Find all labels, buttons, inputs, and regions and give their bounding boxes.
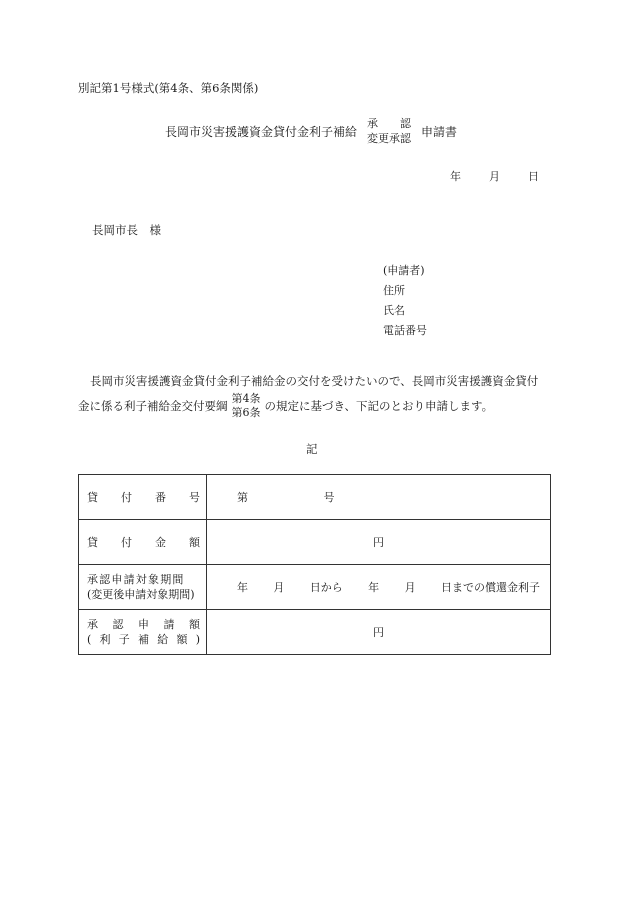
title-suffix: 申請書	[421, 124, 458, 139]
label-char: 貸	[87, 491, 98, 504]
date-year: 年	[450, 170, 461, 183]
period-month-end: 月	[404, 581, 416, 594]
addressee: 長岡市長 様	[92, 223, 161, 237]
application-statement	[78, 372, 558, 420]
date-month: 月	[489, 170, 500, 183]
approval-amount-unit: 円	[373, 626, 384, 639]
title-main: 長岡市災害援護資金貸付金利子補給	[165, 124, 358, 139]
period-day-end: 日までの償還金利子	[440, 581, 540, 594]
loan-number-field[interactable]	[207, 475, 551, 520]
form-title	[165, 114, 457, 148]
loan-amount-label	[79, 520, 207, 565]
applicant-block	[383, 261, 427, 341]
loan-amount-unit: 円	[373, 536, 384, 549]
period-day-start: 日から	[309, 581, 343, 594]
option-approval-char-2: 認	[400, 117, 412, 130]
label-char: 給	[157, 633, 169, 646]
article-4: 第4条	[231, 392, 261, 405]
label-char: 額	[176, 633, 188, 646]
address-label: 住所	[383, 284, 405, 297]
phone-label: 電話番号	[383, 324, 427, 337]
table-row	[79, 565, 551, 610]
label-char: 号	[189, 491, 200, 504]
applicant-heading: (申請者)	[383, 264, 425, 277]
label-char: 請	[163, 618, 175, 631]
label-char: 番	[155, 491, 166, 504]
date-day: 日	[528, 170, 539, 183]
option-approval-char-1: 承	[367, 117, 379, 130]
label-char: 認	[112, 618, 124, 631]
label-char: 利	[99, 633, 111, 646]
label-char: 子	[118, 633, 130, 646]
option-approval	[367, 116, 411, 131]
approval-amount-field[interactable]	[207, 610, 551, 655]
label-char: 貸	[87, 536, 98, 549]
form-id: 別記第1号様式(第4条、第6条関係)	[78, 81, 259, 95]
table-row	[79, 475, 551, 520]
label-char: 承	[87, 618, 98, 631]
label-char: 付	[121, 491, 132, 504]
loan-number-suffix: 号	[323, 491, 335, 504]
label-char: 額	[189, 536, 200, 549]
period-field[interactable]	[207, 565, 551, 610]
option-change-approval: 変更承認	[367, 132, 412, 145]
period-year-start: 年	[237, 581, 248, 594]
label-char: )	[195, 633, 200, 646]
label-char: 額	[189, 618, 200, 631]
date-line	[450, 168, 539, 184]
approval-amount-label	[79, 610, 207, 655]
period-month-start: 月	[273, 581, 285, 594]
loan-amount-field[interactable]	[207, 520, 551, 565]
ki-heading: 記	[306, 442, 318, 456]
application-details-table	[78, 474, 551, 655]
label-char: (	[87, 633, 92, 646]
loan-number-label	[79, 475, 207, 520]
period-label	[79, 565, 207, 610]
title-options	[367, 116, 411, 146]
article-6: 第6条	[231, 406, 261, 419]
table-row	[79, 610, 551, 655]
article-options	[232, 392, 261, 420]
period-label-bottom: (変更後申請対象期間)	[87, 588, 195, 601]
table-row	[79, 520, 551, 565]
name-label: 氏名	[383, 304, 405, 317]
period-label-top: 承認申請対象期間	[87, 573, 185, 586]
period-year-end: 年	[368, 581, 380, 594]
label-char: 付	[121, 536, 132, 549]
label-char: 申	[138, 618, 149, 631]
label-char: 金	[155, 536, 166, 549]
statement-prefix: 金に係る利子補給金交付要綱	[78, 399, 228, 413]
statement-line-1: 長岡市災害援護資金貸付金利子補給金の交付を受けたいので、長岡市災害援護資金貸付	[90, 374, 539, 388]
statement-suffix: の規定に基づき、下記のとおり申請します。	[264, 399, 494, 413]
loan-number-prefix: 第	[237, 491, 248, 504]
label-char: 補	[138, 633, 149, 646]
statement-line-2	[78, 392, 558, 420]
